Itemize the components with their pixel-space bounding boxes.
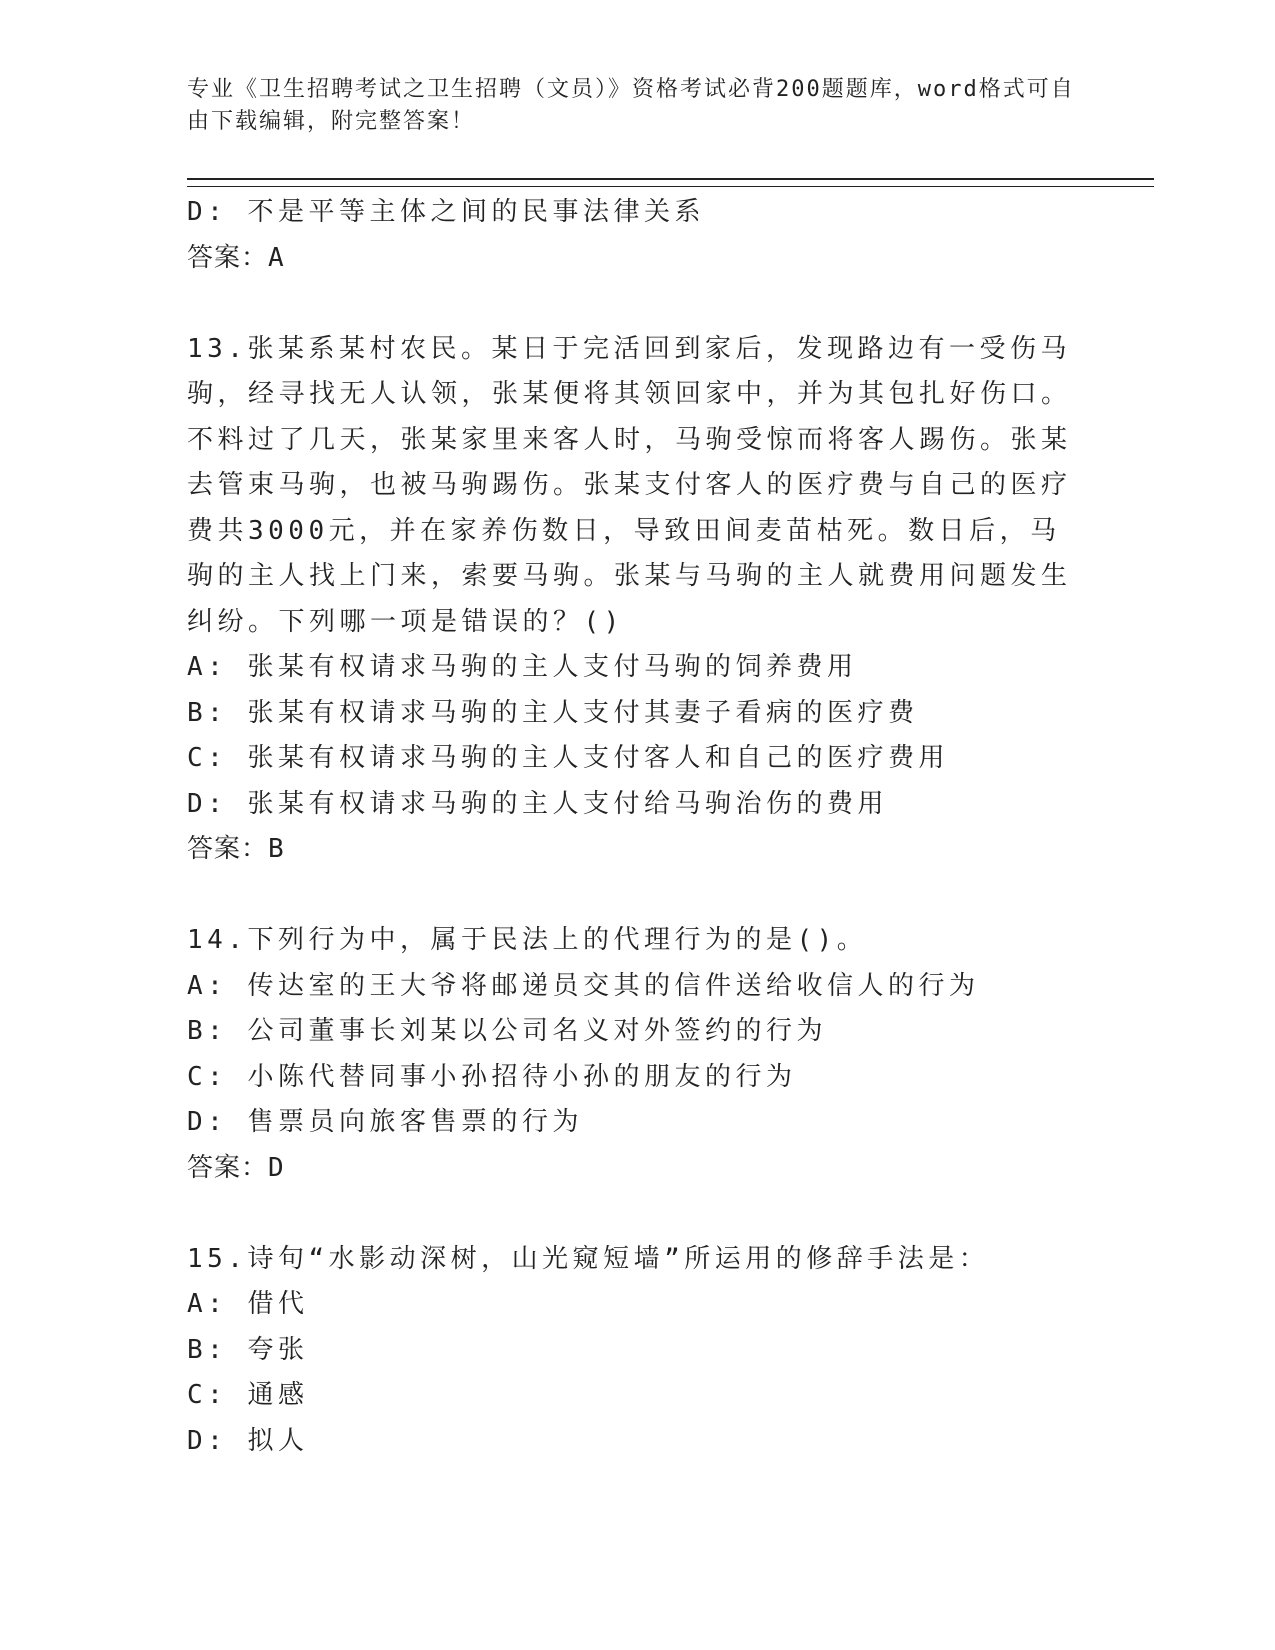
option-c: C: 张某有权请求马驹的主人支付客人和自己的医疗费用: [187, 743, 949, 773]
spacer: [187, 1191, 1087, 1237]
option-d: D: 不是平等主体之间的民事法律关系: [187, 197, 705, 227]
answer-line: 答案：B: [187, 834, 285, 864]
page-header: 专业《卫生招聘考试之卫生招聘（文员）》资格考试必背200题题库，word格式可自由下载编辑，附完整答案！: [187, 77, 1075, 134]
option-a: A: 借代: [187, 1289, 309, 1319]
option-c: C: 通感: [187, 1380, 309, 1410]
spacer: [187, 281, 1087, 327]
question-15-stem: 15.诗句“水影动深树，山光窥短墙”所运用的修辞手法是：: [187, 1243, 990, 1274]
document-body: [187, 190, 1087, 1464]
answer-line: 答案：A: [187, 242, 285, 273]
option-a: A: 传达室的王大爷将邮递员交其的信件送给收信人的行为: [187, 970, 980, 1001]
option-d: D: 张某有权请求马驹的主人支付给马驹治伤的费用: [187, 788, 888, 819]
header-divider: [187, 178, 1154, 187]
option-b: B: 公司董事长刘某以公司名义对外签约的行为: [187, 1016, 827, 1046]
option-c: C: 小陈代替同事小孙招待小孙的朋友的行为: [187, 1061, 797, 1092]
option-d: D: 售票员向旅客售票的行为: [187, 1107, 583, 1137]
option-b: B: 张某有权请求马驹的主人支付其妻子看病的医疗费: [187, 697, 919, 728]
spacer: [187, 873, 1087, 919]
option-a: A: 张某有权请求马驹的主人支付马驹的饲养费用: [187, 652, 858, 682]
question-14-stem: 14.下列行为中，属于民法上的代理行为的是()。: [187, 925, 868, 955]
question-13-stem: 13.张某系某村农民。某日于完活回到家后，发现路边有一受伤马驹，经寻找无人认领，张某便将其领回家中，并为其包扎好伤口。不料过了几天，张某家里来客人时，马驹受惊而将客人踢伤。张某去管束马驹，也被马驹踢伤。张某支付客人的医疗费与自己的医疗费共3000元，并在家养伤数日，导致田间麦苗枯死。数日后，马驹的主人找上门来，索要马驹。张某与马驹的主人就费用问题发生纠纷。下列哪一项是错误的？(): [187, 333, 1072, 637]
option-d: D: 拟人: [187, 1425, 309, 1456]
answer-line: 答案：D: [187, 1152, 285, 1183]
option-b: B: 夸张: [187, 1334, 309, 1365]
